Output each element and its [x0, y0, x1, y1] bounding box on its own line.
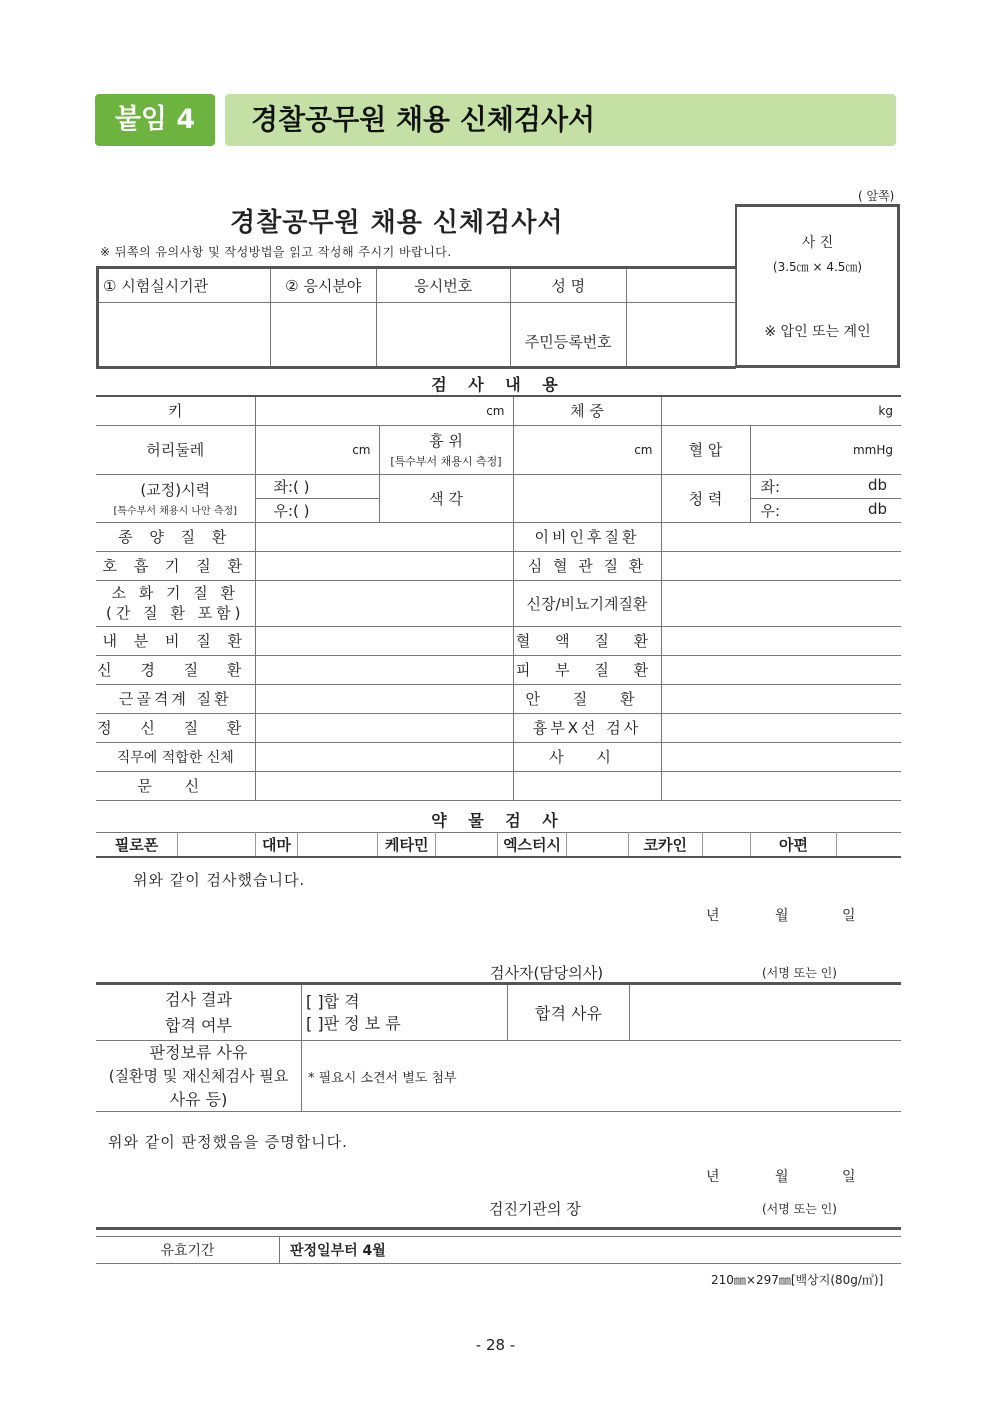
judgement-table — [96, 982, 901, 1112]
color-label: 색 각 — [379, 474, 513, 522]
hearing-right-field[interactable]: 우: db — [750, 498, 901, 522]
vision-left-field[interactable]: 좌:( ) — [255, 474, 379, 498]
hearing-left-field[interactable]: 좌: db — [750, 474, 901, 498]
chest-field[interactable]: cm — [513, 425, 661, 474]
disease-label: 신장/비뇨기계질환 — [513, 580, 661, 626]
drug-label: 필로폰 — [96, 833, 177, 858]
disease-field[interactable] — [661, 655, 901, 684]
weight-label: 체 중 — [513, 396, 661, 425]
result-options[interactable] — [302, 984, 508, 1041]
drug-table — [96, 832, 901, 858]
disease-label: 근골격계 질환 — [96, 684, 255, 713]
disease-label: 흉부X선 검사 — [513, 713, 661, 742]
drug-label: 케타민 — [378, 833, 436, 858]
vision-label: (교정)시력 [특수부서 채용시 나안 측정] — [96, 474, 255, 522]
institution-label: ① 시험실시기관 — [98, 268, 271, 303]
institution-field[interactable] — [98, 303, 271, 368]
bp-field[interactable]: mmHg — [750, 425, 901, 474]
disease-field[interactable] — [255, 551, 513, 580]
disease-field[interactable] — [661, 684, 901, 713]
disease-field[interactable] — [661, 522, 901, 551]
height-label: 키 — [96, 396, 255, 425]
number-label: 응시번호 — [376, 268, 510, 303]
result-label: 검사 결과 합격 여부 — [96, 984, 302, 1041]
disease-field[interactable] — [661, 742, 901, 771]
applicant-table — [96, 266, 736, 369]
drug-field[interactable] — [436, 833, 498, 858]
disease-field[interactable] — [661, 626, 901, 655]
drug-section-header: 약 물 검 사 — [431, 811, 566, 830]
page-number: - 28 - — [475, 1336, 516, 1354]
front-side-label: ( 앞쪽) — [858, 189, 895, 203]
disease-label: 종 양 질 환 — [96, 522, 255, 551]
rrn-field[interactable] — [626, 303, 736, 368]
disease-field[interactable] — [255, 713, 513, 742]
head-of-org-label: 검진기관의 장 — [489, 1200, 581, 1218]
disease-label: 이비인후질환 — [513, 522, 661, 551]
hold-option: [ ]판 정 보 류 — [306, 1013, 401, 1033]
drug-label: 엑스터시 — [498, 833, 566, 858]
waist-label: 허리둘레 — [96, 425, 255, 474]
disease-label: 피 부 질 환 — [513, 655, 661, 684]
disease-label: 안 질 환 — [513, 684, 661, 713]
hold-reason-field[interactable]: * 필요시 소견서 별도 첨부 — [302, 1041, 902, 1112]
date-day: 일 — [842, 908, 856, 924]
banner-title: 경찰공무원 채용 신체검사서 — [225, 94, 896, 146]
pass-reason-label: 합격 사유 — [508, 984, 630, 1041]
drug-field[interactable] — [566, 833, 628, 858]
disease-label: 호 흡 기 질 환 — [96, 551, 255, 580]
photo-title: 사 진 — [801, 235, 834, 251]
drug-label: 아편 — [751, 833, 837, 858]
photo-seal-note: ※ 압인 또는 계인 — [764, 324, 871, 340]
drug-field[interactable] — [298, 833, 378, 858]
disease-field[interactable] — [661, 551, 901, 580]
name-field[interactable] — [626, 268, 736, 303]
validity-label: 유효기간 — [96, 1237, 280, 1264]
validity-table — [96, 1236, 901, 1264]
date-year: 년 — [706, 908, 720, 924]
waist-field[interactable]: cm — [255, 425, 379, 474]
form-title: 경찰공무원 채용 신체검사서 — [230, 208, 564, 238]
drug-field[interactable] — [177, 833, 255, 858]
disease-label: 심 혈 관 질 환 — [513, 551, 661, 580]
divider — [96, 1227, 901, 1230]
photo-box[interactable] — [735, 204, 900, 368]
exam-table — [96, 395, 901, 801]
confirm-judgement-text: 위와 같이 판정했음을 증명합니다. — [108, 1133, 348, 1151]
disease-field[interactable] — [661, 713, 901, 742]
hearing-label: 청 력 — [661, 474, 750, 522]
pass-option: [ ]합 격 — [306, 991, 360, 1011]
rrn-label: 주민등록번호 — [510, 331, 626, 368]
field-field[interactable] — [270, 303, 376, 368]
number-field[interactable] — [376, 303, 510, 368]
confirm-exam-text: 위와 같이 검사했습니다. — [133, 871, 306, 889]
disease-field[interactable] — [255, 580, 513, 626]
hold-reason-label: 판정보류 사유 (질환명 및 재신체검사 필요 사유 등) — [96, 1041, 302, 1112]
disease-field[interactable] — [255, 655, 513, 684]
disease-label: 혈 액 질 환 — [513, 626, 661, 655]
disease-label: 정 신 질 환 — [96, 713, 255, 742]
drug-field[interactable] — [836, 833, 901, 858]
bp-label: 혈 압 — [661, 425, 750, 474]
head-of-org-sign: (서명 또는 인) — [762, 1202, 837, 1216]
date-day: 일 — [842, 1169, 856, 1185]
field-label: ② 응시분야 — [270, 268, 376, 303]
disease-field[interactable] — [255, 684, 513, 713]
disease-field[interactable] — [255, 626, 513, 655]
vision-right-field[interactable]: 우:( ) — [255, 498, 379, 522]
disease-label: 신 경 질 환 — [96, 655, 255, 684]
disease-label: 문 신 — [96, 771, 255, 800]
photo-size: (3.5㎝ × 4.5㎝) — [772, 260, 863, 274]
disease-label: 직무에 적합한 신체 — [96, 742, 255, 771]
disease-label: 사 시 — [513, 742, 661, 771]
date-month: 월 — [775, 908, 789, 924]
form-notice: ※ 뒤쪽의 유의사항 및 작성방법을 읽고 작성해 주시기 바랍니다. — [100, 245, 452, 259]
drug-label: 코카인 — [628, 833, 702, 858]
disease-field[interactable] — [661, 771, 901, 800]
examiner-label: 검사자(담당의사) — [490, 964, 604, 982]
chest-label: 흉 위 [특수부서 채용시 측정] — [379, 425, 513, 474]
disease-field[interactable] — [661, 580, 901, 626]
paper-spec: 210㎜×297㎜[백상지(80g/㎡)] — [711, 1273, 884, 1287]
pass-reason-field[interactable] — [630, 984, 902, 1041]
drug-field[interactable] — [702, 833, 750, 858]
date-year: 년 — [706, 1169, 720, 1185]
name-label: 성 명 — [510, 268, 626, 303]
attachment-badge: 붙임 4 — [95, 94, 215, 146]
examiner-sign: (서명 또는 인) — [762, 966, 837, 980]
disease-label: 소 화 기 질 환 (간 질 환 포함) — [96, 580, 255, 626]
disease-field[interactable] — [255, 771, 513, 800]
date-month: 월 — [775, 1169, 789, 1185]
drug-label: 대마 — [255, 833, 298, 858]
height-field[interactable]: cm — [255, 396, 513, 425]
color-field[interactable] — [513, 474, 661, 522]
disease-field[interactable] — [255, 522, 513, 551]
validity-value: 판정일부터 4월 — [290, 1243, 386, 1259]
weight-field[interactable]: kg — [661, 396, 901, 425]
disease-field[interactable] — [255, 742, 513, 771]
exam-section-header: 검 사 내 용 — [431, 375, 566, 394]
disease-label: 내 분 비 질 환 — [96, 626, 255, 655]
